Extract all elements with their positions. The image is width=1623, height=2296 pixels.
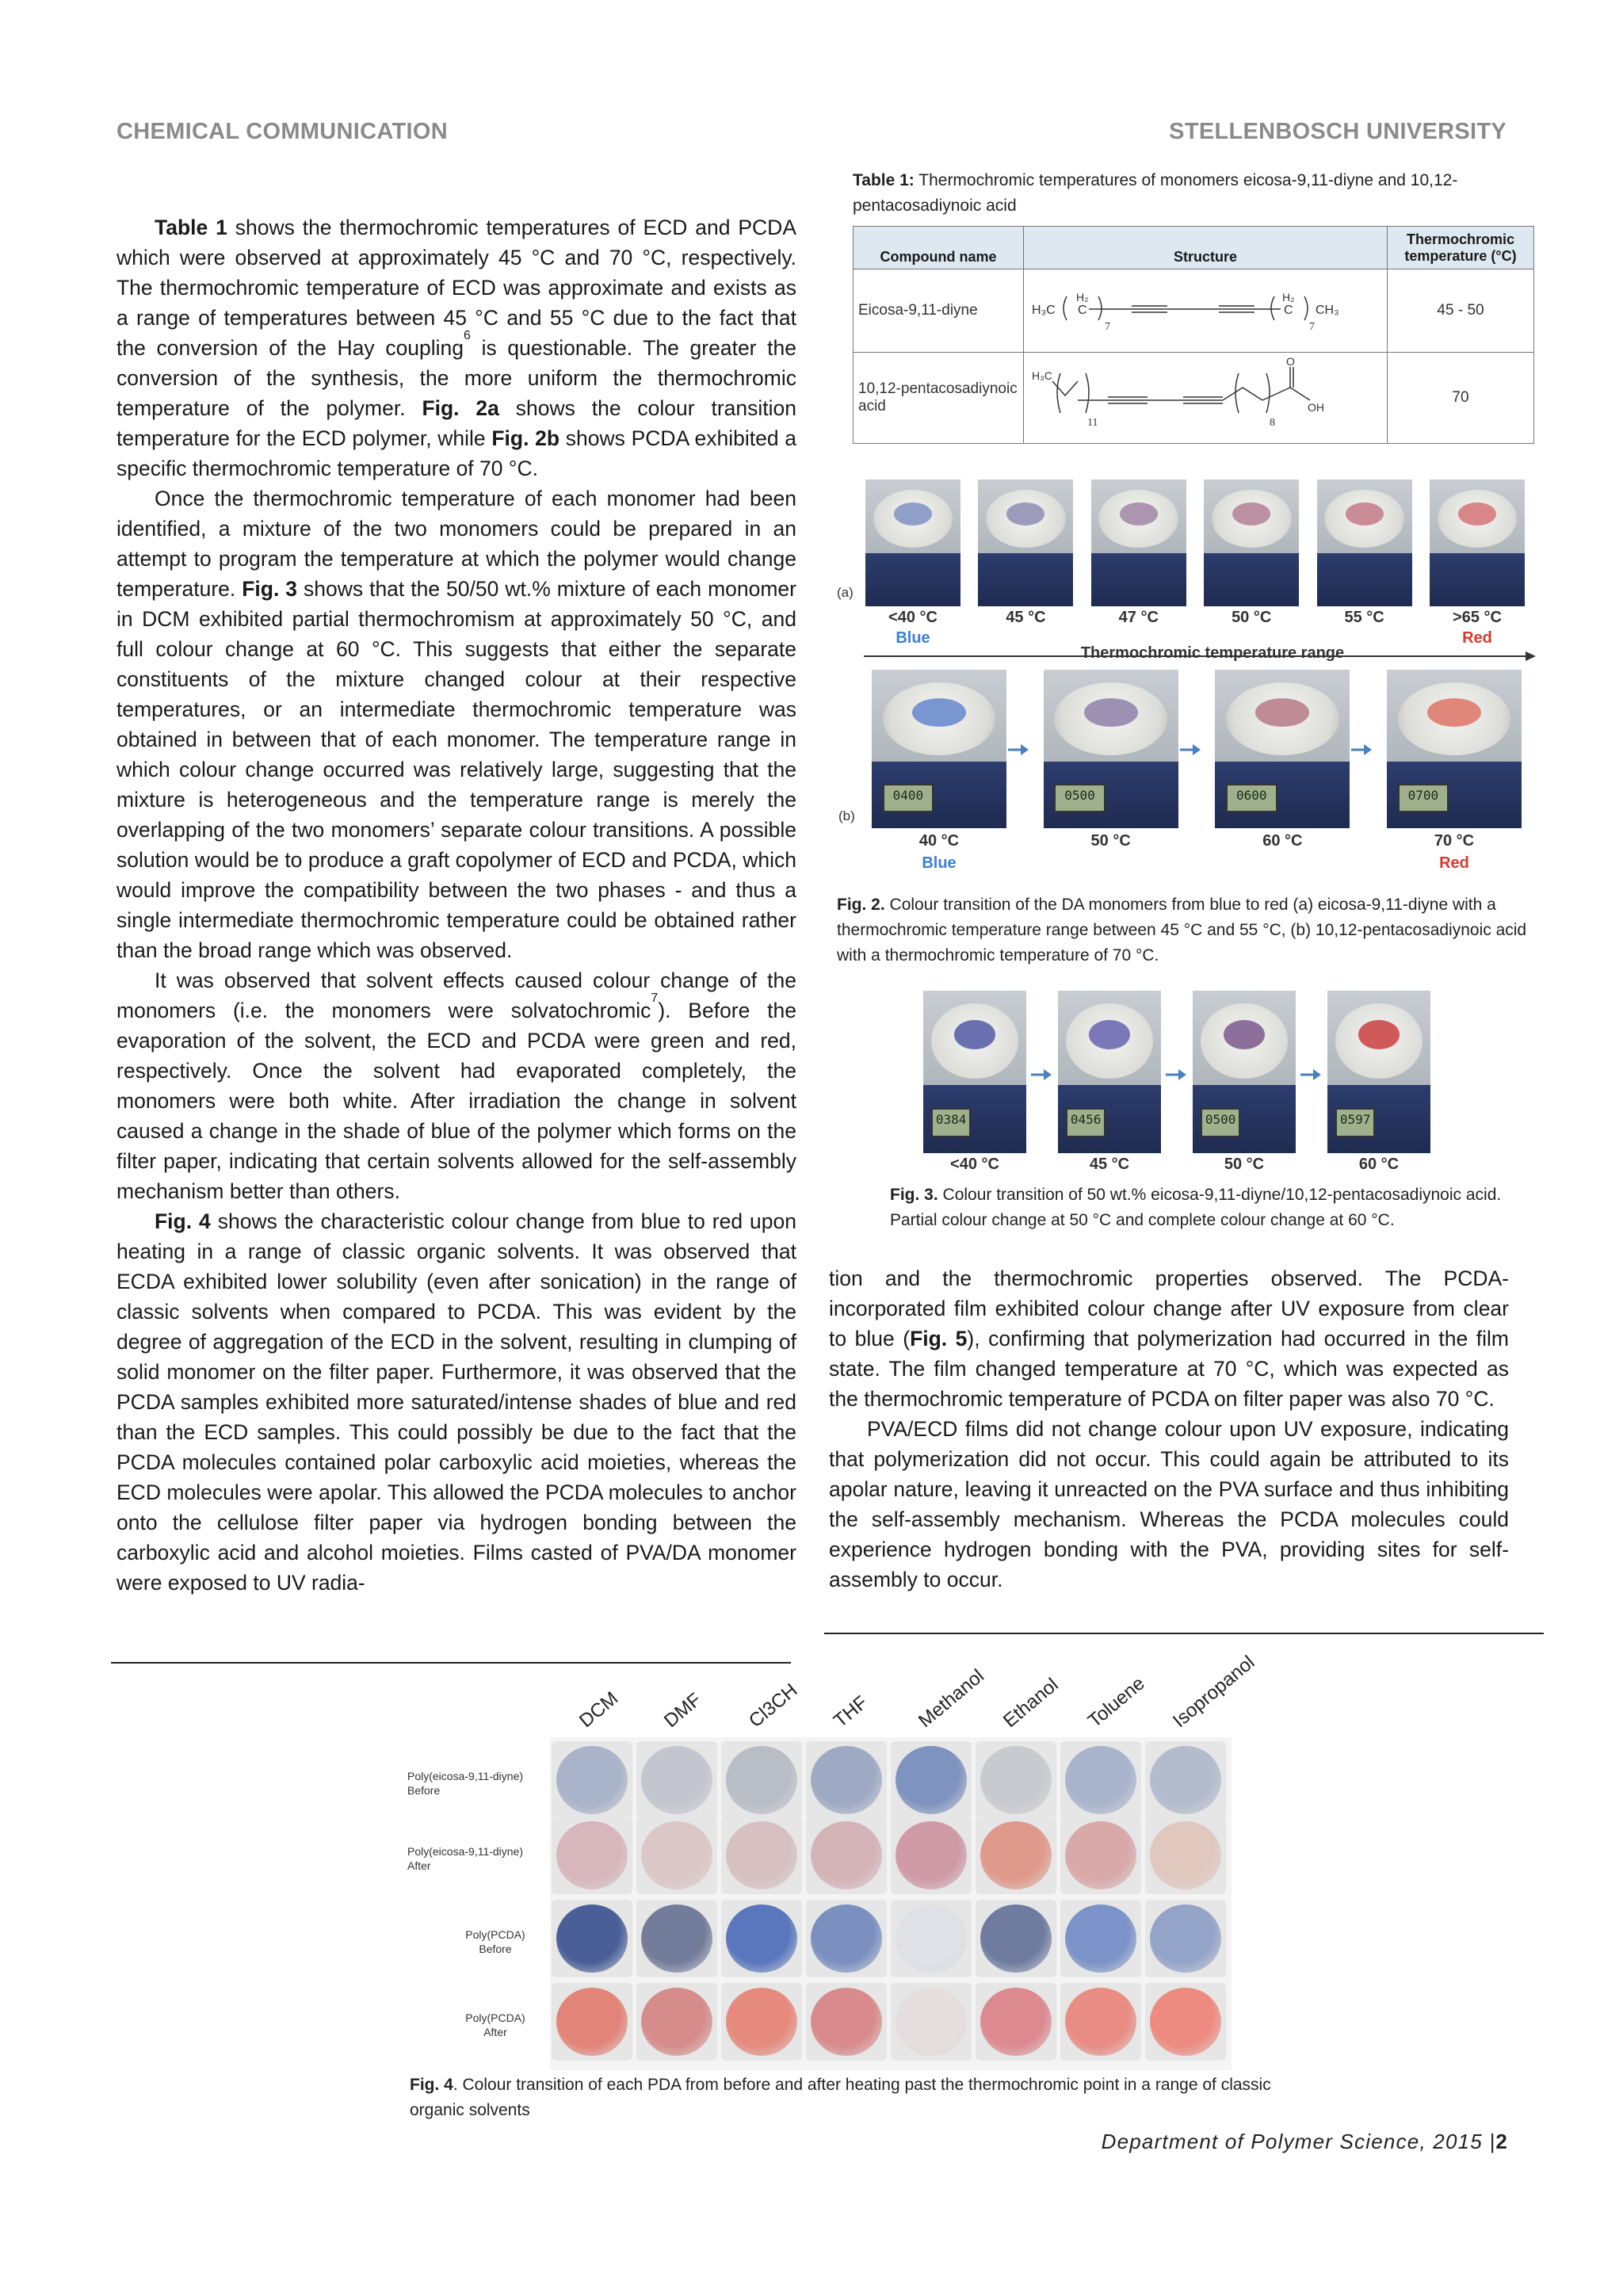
filter-paper-disc	[1150, 1904, 1221, 1973]
sample-spot	[1255, 698, 1309, 727]
sample-cell	[636, 1983, 717, 2061]
filter-paper-disc	[726, 1988, 797, 2056]
struct-label: H₂	[1076, 291, 1089, 304]
sample-spot	[912, 698, 966, 727]
sample-cell	[1145, 1741, 1226, 1819]
structure-eicosadiyne	[1029, 273, 1361, 344]
temperature-label: 70 °C	[1434, 832, 1475, 850]
hotplate-base	[865, 553, 960, 606]
row-label: Poly(eicosa-9,11-diyne) After	[407, 1845, 524, 1872]
fig4-row-labels	[404, 1737, 547, 2070]
paragraph: Fig. 4 shows the characteristic colour change from blue to red upon heating in a range of classic organic solvents. It was observed that ECDA exhibited lower solubility (even after sonication) in the range of classic solvents when compared to PCDA. This was evident by the degree of aggregation of the ECD in the solvent, resulting in clumping of solid monomer on the filter paper. Furthermore, it was observed that the PCDA samples exhibited more saturated/intense shades of blue and red than the ECD samples. This could possibly be due to the fact that the PCDA molecules contained polar carboxylic acid moieties, whereas the ECD molecules were apolar. This allowed the PCDA molecules to anchor onto the cellulose filter paper via hydrogen bonding between the carboxylic acid and alcohol moieties. Films casted of PVA/DA monomer were exposed to UV radia-	[116, 1209, 796, 1595]
filter-paper-disc	[641, 1988, 712, 2056]
fig3-caption: Fig. 3. Colour transition of 50 wt.% eicosa-9,11-diyne/10,12-pentacosadiynoic acid. Partial colour change at 50 °C and complete colour change at 60 °C.	[890, 1186, 1502, 1229]
temperature-label: 47 °C	[1118, 609, 1159, 626]
temperature-label: 50 °C	[1090, 832, 1131, 850]
solvent-label: DCM	[575, 1687, 623, 1733]
sample-spot	[954, 1020, 995, 1049]
sample-cell	[1060, 1817, 1141, 1894]
struct-label: 7	[1105, 321, 1110, 333]
solvent-label: THF	[830, 1691, 873, 1733]
filter-paper-disc	[896, 1904, 967, 1973]
filter-paper-disc	[896, 1821, 967, 1889]
hotplate-display: 0400	[883, 784, 934, 812]
filter-paper-disc	[980, 1746, 1052, 1814]
filter-paper-disc	[556, 1746, 628, 1814]
sample-spot	[1427, 698, 1481, 727]
sample-cell	[1145, 1983, 1226, 2061]
table1	[853, 226, 1534, 444]
filter-paper-disc	[1065, 1904, 1136, 1973]
table-row	[854, 269, 1534, 353]
struct-label: C	[1284, 304, 1293, 317]
struct-label: C	[1078, 304, 1087, 317]
paragraph: Once the thermochromic temperature of each monomer had been identified, a mixture of the two monomers could be prepared in an attempt to program the temperature at which the polymer would change temperature. Fig. 3 shows that the 50/50 wt.% mixture of each monomer in DCM exhibited partial thermochromism at approximately 50 °C, and full colour change at 60 °C. This suggests that either the separate constituents of the mixture changed colour at their respective temperatures, or an intermediate thermochromic temperature was obtained in between that of each monomer. The temperature range in which colour change occurred was relatively large, suggesting that the mixture is heterogeneous and the temperature range is merely the overlapping of the two monomers’ separate colour transitions. A possible solution would be to produce a graft copolymer of ECD and PCDA, which would improve the compatibility between the two phases - and thus a single intermediate thermochromic temperature could be obtained rather than the broad range which was observed.	[116, 487, 796, 962]
temperature-label: 40 °C	[918, 832, 960, 850]
struct-label: 8	[1270, 417, 1275, 429]
hotplate-display: 0500	[1054, 784, 1106, 812]
thermo-temp: 45 - 50	[1388, 269, 1534, 353]
filter-paper-disc	[726, 1746, 797, 1814]
struct-label: 11	[1087, 417, 1098, 429]
left-column-rule	[111, 1662, 791, 1664]
sample-spot	[1084, 698, 1138, 727]
right-column-rule	[824, 1633, 1544, 1634]
struct-label: H₃C	[1032, 304, 1056, 317]
filter-paper-disc	[556, 1821, 628, 1889]
filter-paper-disc	[896, 1746, 967, 1814]
sample-photo	[923, 991, 1026, 1153]
compound-name: Eicosa-9,11-diyne	[854, 269, 1024, 353]
sample-photo	[872, 670, 1006, 828]
sample-cell	[1060, 1983, 1141, 2061]
arrow-icon	[1031, 1066, 1052, 1083]
sample-photo	[1387, 670, 1522, 828]
sample-photo	[1327, 991, 1430, 1153]
filter-paper-disc	[1065, 1746, 1136, 1814]
sample-cell	[552, 1900, 632, 1977]
sample-cell	[721, 1817, 802, 1894]
filter-paper-disc	[896, 1988, 967, 2056]
paragraph: PVA/ECD films did not change colour upon UV exposure, indicating that polymerization did not occur. This could again be attributed to its apolar nature, leaving it unreacted on the PVA surface and thus inhibiting the self-assembly mechanism. Whereas the PCDA molecules could experience hydrogen bonding with the PVA, providing sites for self-assembly to occur.	[829, 1417, 1509, 1591]
table-header-row	[854, 227, 1534, 269]
panel-label: (a)	[837, 585, 854, 600]
hotplate-display: 0600	[1226, 784, 1277, 812]
temperature-label: 45 °C	[1006, 609, 1046, 626]
filter-paper-disc	[1150, 1988, 1221, 2056]
struct-label: O	[1286, 356, 1295, 368]
filter-paper-disc	[1065, 1988, 1136, 2056]
filter-paper-disc	[556, 1988, 628, 2056]
range-arrow	[864, 651, 1537, 661]
solvent-label: Methanol	[915, 1665, 988, 1733]
red-label: Red	[1462, 629, 1492, 647]
sample-cell	[891, 1817, 972, 1894]
solvent-label: Ethanol	[999, 1674, 1063, 1733]
panel-label: (b)	[838, 808, 855, 823]
hotplate-display: 0597	[1335, 1108, 1374, 1137]
sample-photo	[1204, 479, 1299, 606]
hotplate-base	[978, 553, 1073, 606]
sample-cell	[976, 1900, 1056, 1977]
hotplate-display: 0456	[1066, 1108, 1105, 1137]
sample-cell	[891, 1741, 972, 1819]
sample-photo	[1091, 479, 1186, 606]
filter-paper-disc	[556, 1904, 628, 1973]
sample-cell	[552, 1741, 632, 1819]
filter-paper-disc	[980, 1904, 1052, 1973]
sample-cell	[806, 1817, 887, 1894]
left-column	[116, 212, 796, 1598]
filter-paper-disc	[1065, 1821, 1136, 1889]
sample-photo	[1044, 670, 1178, 828]
col-header: Thermochromic temperature (°C)	[1388, 227, 1534, 269]
sample-cell	[976, 1741, 1056, 1819]
filter-paper-disc	[1150, 1746, 1221, 1814]
filter-paper-disc	[811, 1904, 882, 1973]
table1-caption: Table 1: Thermochromic temperatures of monomers eicosa-9,11-diyne and 10,12-pentacosadiynoic acid	[853, 171, 1458, 215]
temperature-label: 50 °C	[1232, 609, 1272, 626]
solvent-label: Toluene	[1084, 1672, 1149, 1733]
sample-cell	[806, 1741, 887, 1819]
arrow-icon	[1008, 741, 1029, 758]
hotplate-display: 0500	[1201, 1108, 1239, 1137]
col-header: Structure	[1024, 227, 1388, 269]
running-header-right: STELLENBOSCH UNIVERSITY	[1169, 119, 1507, 144]
hotplate-display: 0700	[1398, 784, 1449, 812]
row-label: Poly(PCDA) After	[465, 2011, 525, 2038]
sample-cell	[721, 1983, 802, 2061]
sample-spot	[1358, 1020, 1400, 1049]
hotplate-display: 0384	[931, 1108, 970, 1137]
hotplate-base	[1204, 553, 1299, 606]
fig2b-temps	[872, 832, 1522, 880]
table-ref: Table 1	[155, 216, 227, 239]
arrow-icon	[1351, 741, 1372, 758]
hotplate-base	[1317, 553, 1412, 606]
temperature-label: 45 °C	[1089, 1156, 1130, 1173]
filter-paper-disc	[980, 1988, 1052, 2056]
filter-paper-disc	[811, 1746, 882, 1814]
thermo-range-label: Thermochromic temperature range	[1080, 644, 1345, 662]
structure-cell	[1024, 269, 1388, 353]
page-footer: Department of Polymer Science, 2015 |2	[1101, 2130, 1508, 2153]
sample-cell	[1145, 1900, 1226, 1977]
arrow-icon	[1180, 741, 1201, 758]
sample-photo	[1215, 670, 1350, 828]
structure-pcda	[1029, 356, 1361, 435]
filter-paper-disc	[811, 1821, 882, 1889]
arrow-icon	[1300, 1066, 1321, 1083]
struct-label: OH	[1308, 401, 1324, 414]
table-row	[854, 353, 1534, 444]
struct-label: H₃C	[1032, 369, 1052, 382]
filter-paper-disc	[641, 1904, 712, 1973]
thermo-temp: 70	[1388, 353, 1534, 444]
sample-cell	[552, 1983, 632, 2061]
struct-label: CH₃	[1316, 304, 1339, 317]
hotplate-base	[1430, 553, 1525, 606]
structure-cell	[1024, 353, 1388, 444]
temperature-label: >65 °C	[1453, 609, 1502, 626]
fig3-photo-strip	[923, 991, 1430, 1153]
fig2-caption: Fig. 2. Colour transition of the DA monomers from blue to red (a) eicosa-9,11-diyne with a thermochromic temperature range between 45 °C and 55 °C, (b) 10,12-pentacosadiynoic acid with a thermochromic temperature of 70 °C.	[837, 896, 1527, 965]
sample-spot	[1458, 502, 1496, 525]
temperature-label: 55 °C	[1344, 609, 1384, 626]
sample-cell	[976, 1817, 1056, 1894]
row-label: Poly(PCDA) Before	[465, 1928, 525, 1955]
fig3-temps	[923, 1156, 1430, 1179]
paragraph: Table 1 shows the thermochromic temperatures of ECD and PCDA which were observed at approximately 45 °C and 70 °C, respectively. The thermochromic temperature of ECD was approximate and exists as a range of temperatures between 45 °C and 55 °C due to the fact that the conversion of the Hay coupling$^6$ is questionable. The greater the conversion of the synthesis, the more uniform the thermochromic temperature of the polymer. Fig. 2a shows the colour transition temperature for the ECD polymer, while Fig. 2b shows PCDA exhibited a specific thermochromic temperature of 70 °C.	[116, 216, 797, 480]
struct-label: 7	[1309, 321, 1315, 333]
fig4-caption: Fig. 4. Colour transition of each PDA from before and after heating past the thermochromic point in a range of classic organic solvents	[410, 2076, 1271, 2119]
solvent-label: Cl3CH	[745, 1679, 802, 1733]
fig4-solvent-labels	[550, 1651, 1263, 1736]
filter-paper-disc	[641, 1821, 712, 1889]
sample-photo	[1317, 479, 1412, 606]
red-label: Red	[1439, 854, 1469, 872]
temperature-label: 50 °C	[1224, 1156, 1265, 1173]
sample-cell	[1060, 1900, 1141, 1977]
filter-paper-disc	[1150, 1821, 1221, 1889]
sample-photo	[978, 479, 1073, 606]
filter-paper-disc	[726, 1821, 797, 1889]
sample-cell	[1145, 1817, 1226, 1894]
sample-cell	[636, 1817, 717, 1894]
sample-spot	[1089, 1020, 1130, 1049]
sample-cell	[891, 1983, 972, 2061]
solvent-label: DMF	[660, 1689, 706, 1733]
sample-photo	[1058, 991, 1161, 1153]
sample-photo	[1193, 991, 1296, 1153]
struct-label: H₂	[1282, 291, 1295, 304]
sample-spot	[1224, 1020, 1265, 1049]
sample-cell	[806, 1900, 887, 1977]
sample-spot	[1120, 502, 1158, 525]
temperature-label: 60 °C	[1262, 832, 1303, 850]
compound-name: 10,12-pentacosadiynoic acid	[854, 353, 1024, 444]
sample-cell	[721, 1900, 802, 1977]
fig2b-photo-strip	[872, 670, 1522, 828]
sample-cell	[1060, 1741, 1141, 1819]
temperature-label: <40 °C	[950, 1156, 999, 1173]
sample-cell	[636, 1741, 717, 1819]
solvent-label: Isopropanol	[1169, 1651, 1259, 1733]
sample-cell	[891, 1900, 972, 1977]
paragraph: tion and the thermochromic properties observed. The PCDA-incorporated film exhibited colour change after UV exposure from clear to blue (Fig. 5), confirming that polymerization had occurred in the film state. The film changed temperature at 70 °C, which was expected as the thermochromic temperature of PCDA on filter paper was also 70 °C.	[829, 1266, 1509, 1411]
temperature-label: <40 °C	[888, 609, 938, 626]
filter-paper-disc	[641, 1746, 712, 1814]
sample-spot	[1232, 502, 1270, 525]
filter-paper-disc	[811, 1988, 882, 2056]
sample-spot	[894, 502, 932, 525]
right-column	[829, 1263, 1509, 1595]
arrow-icon	[1166, 1066, 1186, 1083]
hotplate-base	[1091, 553, 1186, 606]
temperature-label: 60 °C	[1358, 1156, 1400, 1173]
filter-paper-disc	[726, 1904, 797, 1973]
col-header: Compound name	[854, 227, 1024, 269]
sample-photo	[1430, 479, 1525, 606]
row-label: Poly(eicosa-9,11-diyne) Before	[407, 1770, 524, 1797]
sample-cell	[636, 1900, 717, 1977]
sample-cell	[806, 1983, 887, 2061]
fig4-grid	[550, 1737, 1232, 2070]
sample-spot	[1006, 502, 1044, 525]
blue-label: Blue	[896, 629, 930, 647]
filter-paper-disc	[980, 1821, 1052, 1889]
blue-label: Blue	[922, 854, 957, 872]
running-header-left: CHEMICAL COMMUNICATION	[116, 119, 448, 144]
fig2a-photo-strip	[865, 479, 1525, 606]
paragraph: It was observed that solvent effects caused colour change of the monomers (i.e. the monomers were solvatochromic$^7$). Before the evaporation of the solvent, the ECD and PCDA were green and red, respectively. Once the solvent had evaporated completely, the monomers were both white. After irradiation the change in solvent caused a change in the shade of blue of the polymer which forms on the filter paper, indicating that certain solvents allowed for the self-assembly mechanism better than others.	[116, 968, 796, 1203]
sample-cell	[721, 1741, 802, 1819]
sample-cell	[552, 1817, 632, 1894]
sample-cell	[976, 1983, 1056, 2061]
sample-spot	[1346, 502, 1384, 525]
sample-photo	[865, 479, 960, 606]
